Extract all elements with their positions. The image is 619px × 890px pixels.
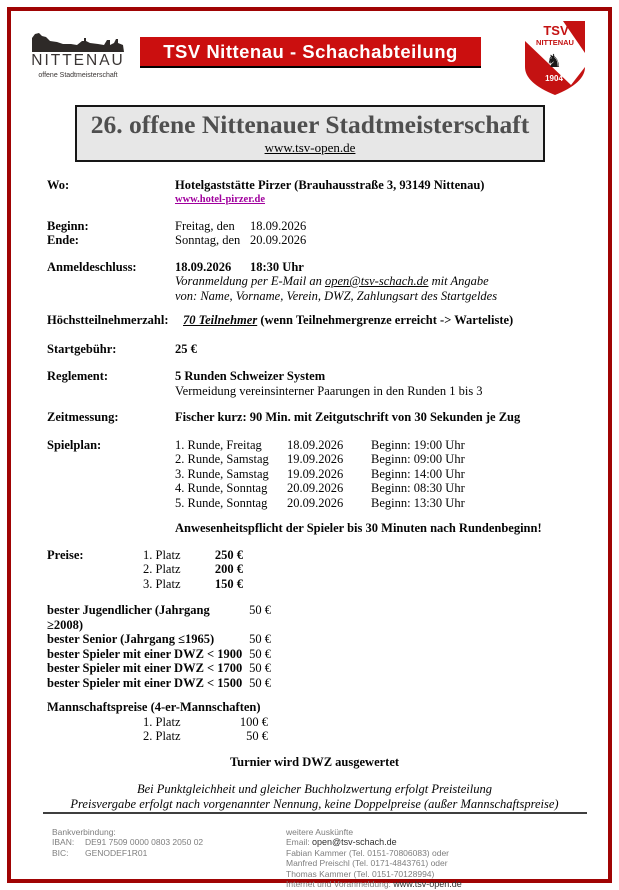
anmeldeschluss-time: 18:30 Uhr <box>250 259 304 274</box>
page-title: 26. offene Nittenauer Stadtmeisterschaft <box>90 110 530 139</box>
anmeldeschluss-date: 18.09.2026 <box>175 259 232 274</box>
reglement-row2 <box>47 384 582 399</box>
reglement-row <box>47 369 582 384</box>
startgebuehr-value: 25 € <box>175 341 197 356</box>
preise-row-3: 3. Platz 150 € <box>143 576 243 591</box>
preise-row-2: 2. Platz 200 € <box>143 562 243 576</box>
anwesenheit-note-row <box>47 521 582 536</box>
anmeld-note1-row <box>47 274 582 289</box>
zeitmessung-value: Fischer kurz: 90 Min. mit Zeitgutschrift von 30 Sekunden je Zug <box>175 410 521 424</box>
bank-label: Bankverbindung: <box>52 827 116 837</box>
anmeldeschluss-label: Anmeldeschluss: <box>47 259 137 274</box>
anwesenheit-note: Anwesenheitspflicht der Spieler bis 30 Minuten nach Rundenbeginn! <box>175 521 542 535</box>
beginn-label: Beginn: <box>47 218 89 233</box>
reglement-line1: 5 Runden Schweizer System <box>175 369 326 383</box>
doppelpreise-note: Preisvergabe erfolgt nach vorgenannter Nennung, keine Doppelpreise (außer Mannschaftspreise) <box>70 796 559 811</box>
footer-divider <box>43 812 587 814</box>
mannschaft-row-2: 2. Platz 50 € <box>143 729 268 743</box>
preise-row-1: Preise: 1. Platz 250 € <box>47 547 243 562</box>
hoechstteilnehmer-row <box>47 313 582 328</box>
contact-3: Thomas Kammer (Tel. 0151-70128994) <box>286 868 435 879</box>
wo-row <box>47 178 582 193</box>
wo-link-row <box>47 193 582 206</box>
zeitmessung-label: Zeitmessung: <box>47 410 119 424</box>
spielplan-row-1: Spielplan: 1. Runde, Freitag 18.09.2026 Beginn: 19:00 Uhr <box>47 437 465 452</box>
svg-text:NITTENAU: NITTENAU <box>536 38 574 47</box>
ende-row <box>47 233 582 248</box>
spielplan-row-5: 5. Runde, Sonntag 20.09.2026 Beginn: 13:30 Uhr <box>175 495 465 510</box>
contact-info <box>286 827 582 889</box>
bank-info <box>47 827 286 889</box>
anmeld-note2: von: Name, Vorname, Verein, DWZ, Zahlungsart des Startgeldes <box>175 288 498 303</box>
hoechst-note: (wenn Teilnehmergrenze erreicht -> Warteliste) <box>257 313 514 327</box>
ende-date: 20.09.2026 <box>250 233 307 247</box>
tsv-open-link[interactable]: www.tsv-open.de <box>264 140 356 155</box>
dwz-note: Turnier wird DWZ ausgewertet <box>229 754 400 769</box>
zeitmessung-row <box>47 410 582 425</box>
email-link[interactable]: open@tsv-schach.de <box>311 837 397 848</box>
anmeldeschluss-row <box>47 260 582 275</box>
startgebuehr-label: Startgebühr: <box>47 341 117 356</box>
anmeld-email-link[interactable]: open@tsv-schach.de <box>324 274 429 288</box>
contact-1: Fabian Kammer (Tel. 0151-70806083) oder <box>286 847 450 858</box>
sonderpreis-row-3: bester Spieler mit einer DWZ < 1900 50 € <box>47 646 271 661</box>
logo-subtitle: offene Stadtmeisterschaft <box>38 72 118 79</box>
bic-label: BIC: <box>52 847 69 858</box>
reglement-label: Reglement: <box>47 369 109 383</box>
mannschaft-row-1: 1. Platz 100 € <box>143 714 268 729</box>
banner-text: TSV Nittenau - Schachabteilung <box>163 40 458 62</box>
sonderpreis-row-2: bester Senior (Jahrgang ≤1965) 50 € <box>47 632 271 646</box>
flyer-page <box>7 7 612 890</box>
preisteilung-note: Bei Punktgleichheit und gleicher Buchholzwertung erfolgt Preisteilung <box>136 782 493 796</box>
auskuenfte-label: weitere Auskünfte <box>286 827 354 837</box>
spielplan-label: Spielplan: <box>47 437 102 452</box>
internet-row: Internet und Voranmeldung: www.tsv-open.de <box>286 879 462 890</box>
svg-text:TSV: TSV <box>543 23 569 38</box>
hoechst-value: 70 Teilnehmer <box>183 313 258 327</box>
spielplan-row-4: 4. Runde, Sonntag 20.09.2026 Beginn: 08:30 Uhr <box>175 481 465 495</box>
ende-label: Ende: <box>47 233 79 247</box>
beginn-day: Freitag, den <box>175 218 235 233</box>
spielplan-row-3: 3. Runde, Samstag 19.09.2026 Beginn: 14:00 Uhr <box>175 466 465 481</box>
bic-value: GENODEF1R01 <box>85 847 148 858</box>
beginn-date: 18.09.2026 <box>250 218 307 233</box>
svg-text:1904: 1904 <box>545 74 563 83</box>
iban-label: IBAN: <box>52 837 75 848</box>
sonderpreis-row-4: bester Spieler mit einer DWZ < 1700 50 € <box>47 661 271 675</box>
logo-name: NITTENAU <box>31 52 125 69</box>
contact-2: Manfred Preischl (Tel. 0171-4843761) oder <box>286 858 448 869</box>
wo-label: Wo: <box>47 178 70 192</box>
bic-row <box>52 848 286 858</box>
iban-value: DE91 7509 0000 0803 2050 02 <box>85 837 204 848</box>
hotel-pirzer-link[interactable]: www.hotel-pirzer.de <box>175 193 266 205</box>
footer <box>47 827 582 889</box>
iban-row <box>52 837 286 847</box>
email-row: Email: open@tsv-schach.de <box>286 837 397 848</box>
sonderpreis-row-5: bester Spieler mit einer DWZ < 1500 50 € <box>47 675 271 690</box>
preise-label: Preise: <box>47 547 84 562</box>
flyer-body <box>47 11 582 889</box>
hoechst-label: Höchstteilnehmerzahl: <box>47 313 169 327</box>
mannschaftspreise-header: Mannschaftspreise (4-er-Mannschaften) <box>47 700 261 714</box>
tsv-open-footer-link[interactable]: www.tsv-open.de <box>393 879 462 890</box>
sonderpreis-row-1: bester Jugendlicher (Jahrgang ≥2008) 50 € <box>47 603 271 632</box>
anmeld-note1: Voranmeldung per E-Mail an open@tsv-schach.de mit Angabe <box>175 274 489 288</box>
spielplan-row-2: 2. Runde, Samstag 19.09.2026 Beginn: 09:00 Uhr <box>175 452 465 466</box>
wo-value: Hotelgaststätte Pirzer (Brauhausstraße 3, 93149 Nittenau) <box>175 178 485 192</box>
startgebuehr-row <box>47 342 582 357</box>
beginn-row <box>47 219 582 234</box>
svg-text:♞: ♞ <box>545 51 563 72</box>
reglement-line2: Vermeidung vereinsinterner Paarungen in den Runden 1 bis 3 <box>175 383 483 398</box>
ende-day: Sonntag, den <box>175 233 241 247</box>
anmeld-note2-row <box>47 289 582 304</box>
